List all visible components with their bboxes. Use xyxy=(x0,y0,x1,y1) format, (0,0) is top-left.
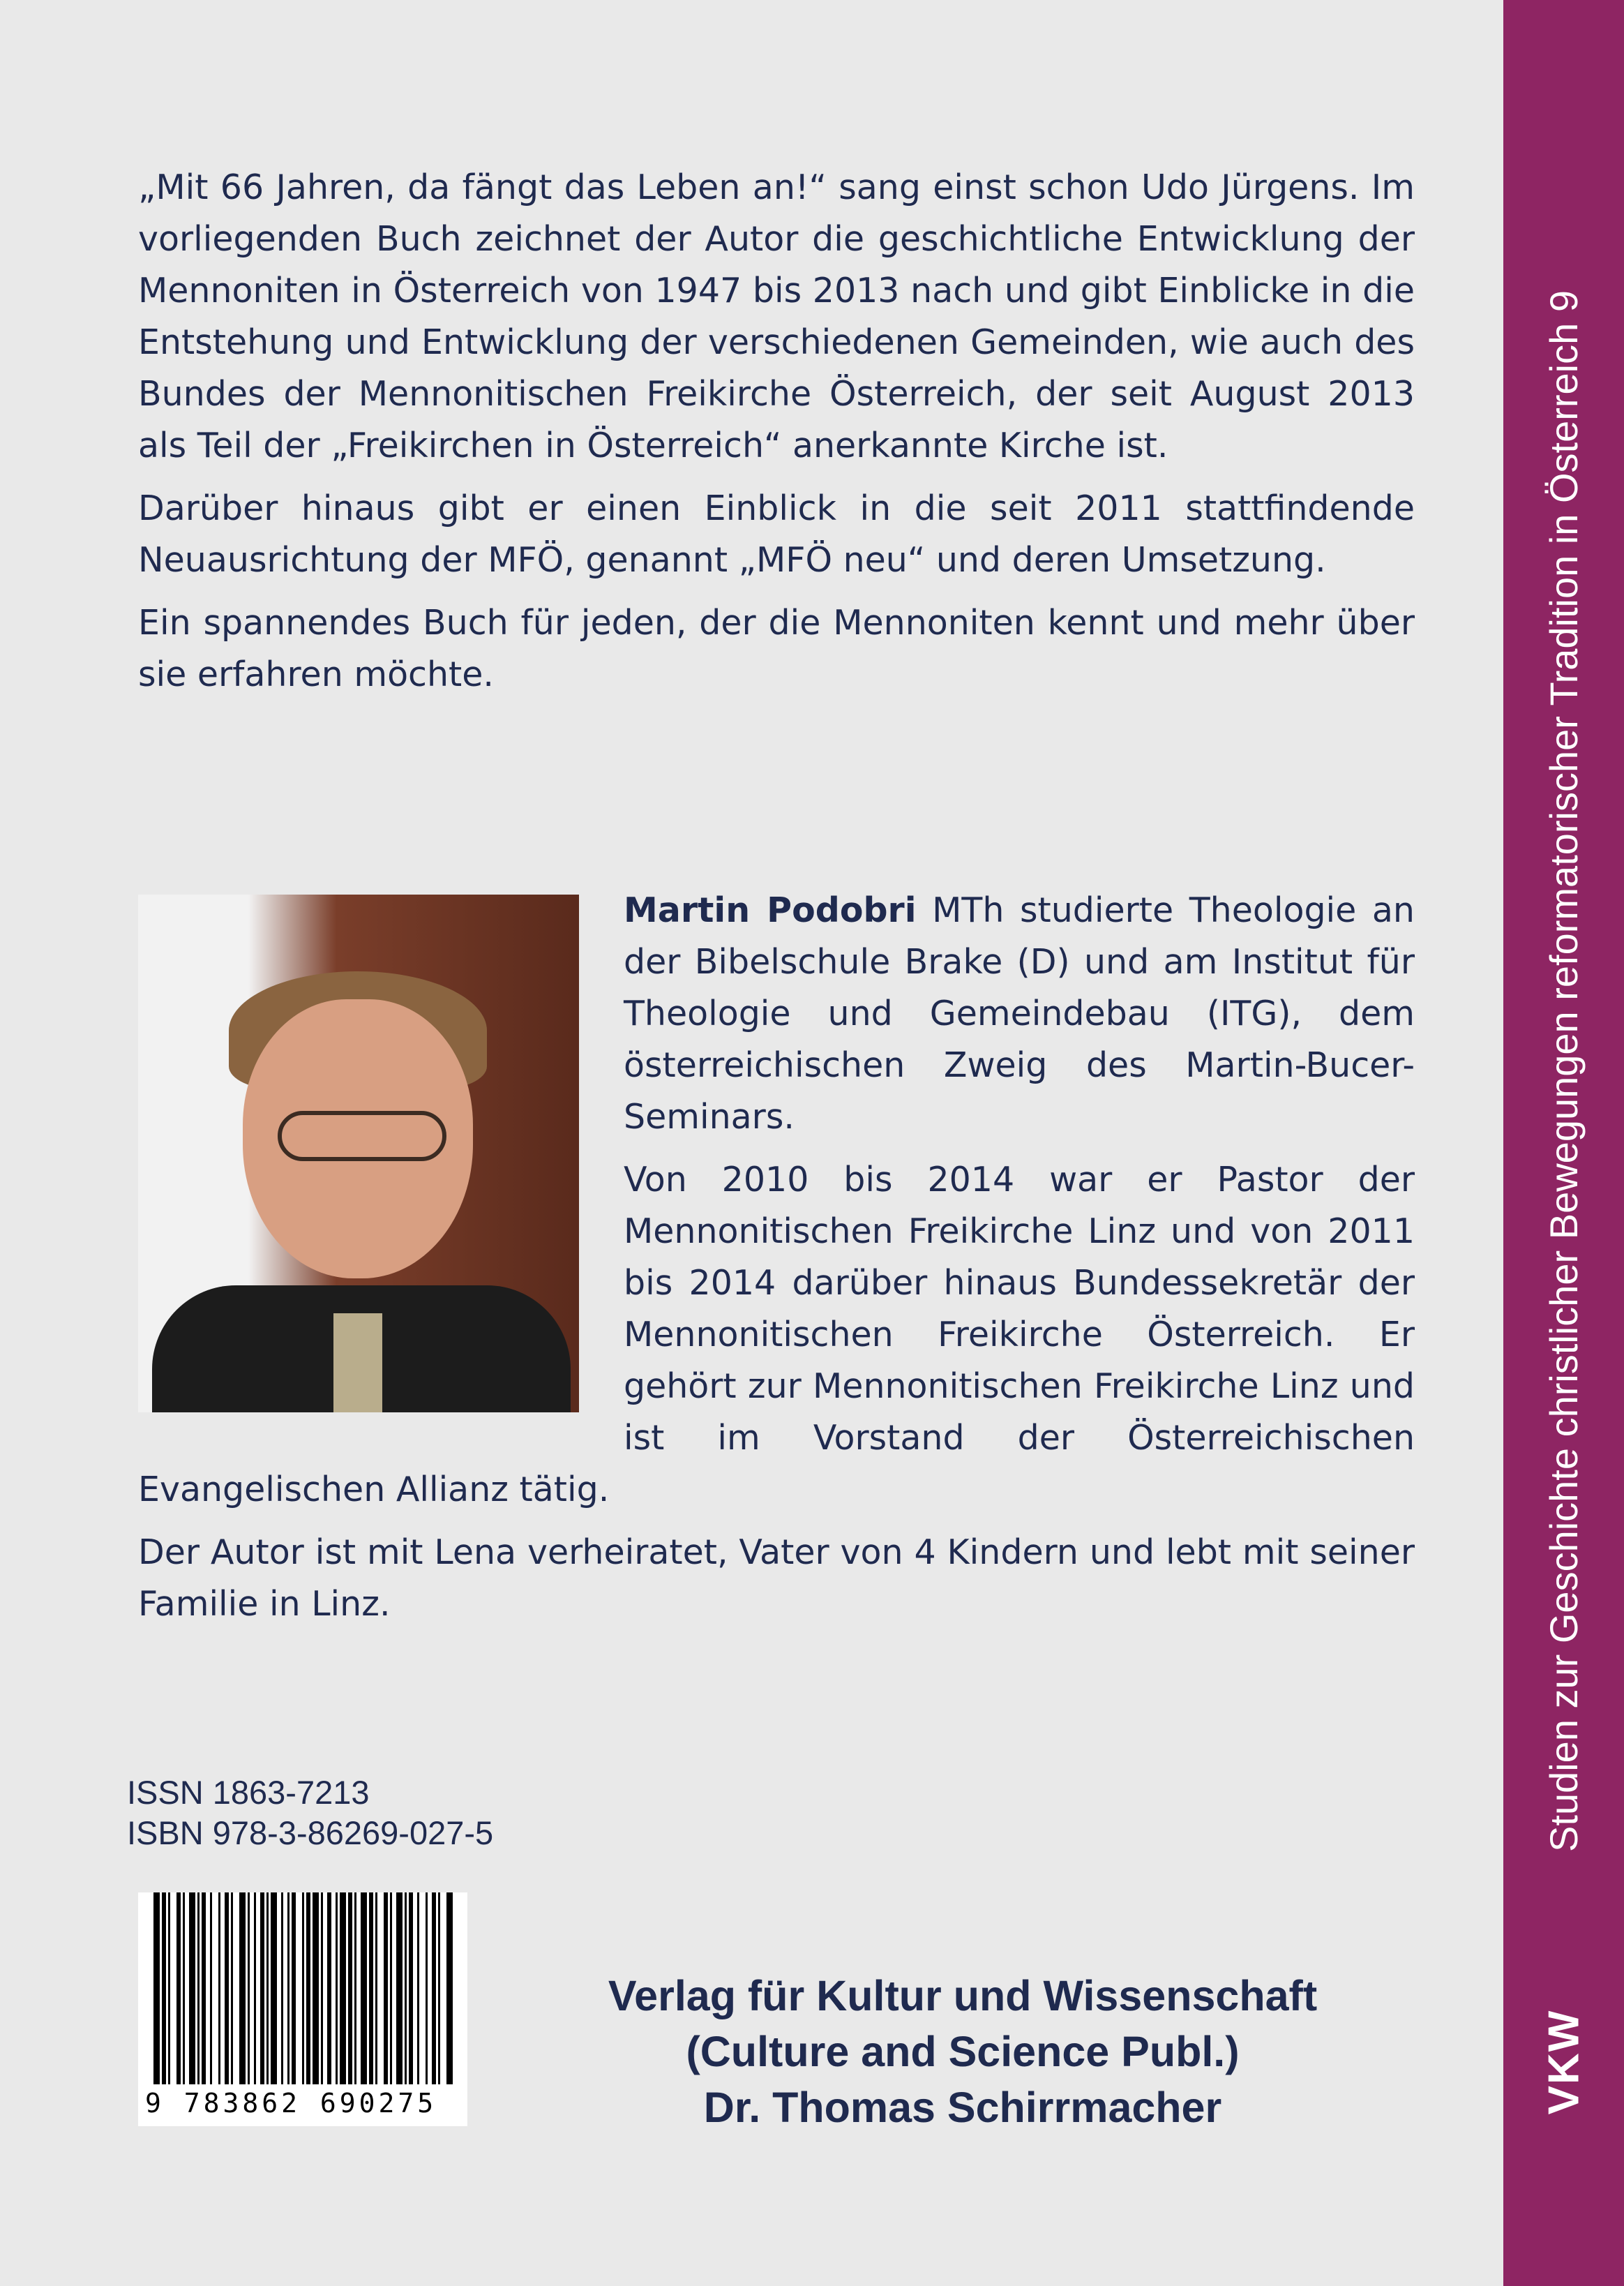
barcode-bar xyxy=(202,1892,206,2084)
blurb-paragraph-2: Darüber hinaus gibt er einen Einblick in die seit 2011 stattfindende Neuausrichtung der MFÖ, genannt „MFÖ neu“ und deren Umsetzung. xyxy=(138,488,1415,580)
barcode-bar xyxy=(176,1892,181,2084)
barcode-bar xyxy=(306,1892,310,2084)
barcode-bar xyxy=(162,1892,166,2084)
barcode-bar xyxy=(266,1892,269,2084)
barcode xyxy=(138,1892,467,2126)
barcode-bar xyxy=(231,1892,233,2084)
barcode-digits: 9 783862 690275 xyxy=(145,2088,437,2119)
publisher-english: (Culture and Science Publ.) xyxy=(686,2028,1240,2075)
barcode-bar xyxy=(313,1892,319,2084)
barcode-bar xyxy=(189,1892,195,2084)
publisher-name: Verlag für Kultur und Wissenschaft xyxy=(608,1972,1318,2019)
barcode-bar xyxy=(302,1892,304,2084)
spine-logo: VKW xyxy=(1540,2009,1588,2115)
author-name: Martin Podobri xyxy=(624,890,917,930)
barcode-bar xyxy=(281,1892,283,2084)
barcode-bar xyxy=(361,1892,367,2084)
barcode-bar xyxy=(340,1892,346,2084)
barcode-bar xyxy=(426,1892,428,2084)
blurb xyxy=(138,162,1415,712)
author-photo xyxy=(138,895,579,1412)
author-career: Von 2010 bis 2014 war er Pastor der Mennonitischen Freikirche Linz und von 2011 bis 2014 darüber hinaus Bundessekretär der Mennonitischen Freikirche Österreich. Er gehört zur Mennonitischen Freikirche Linz und ist im Vorstand der Österreichischen Evangelischen Allianz tätig. xyxy=(138,1160,1415,1509)
isbn: ISBN 978-3-86269-027-5 xyxy=(127,1814,494,1851)
author-bio xyxy=(138,885,1415,1641)
barcode-bar xyxy=(327,1892,331,2084)
barcode-bar xyxy=(287,1892,290,2084)
barcode-bar xyxy=(153,1892,160,2084)
barcode-bar xyxy=(446,1892,453,2084)
barcode-bar xyxy=(239,1892,246,2084)
barcode-bar xyxy=(321,1892,323,2084)
barcode-bar xyxy=(438,1892,440,2084)
publisher-editor: Dr. Thomas Schirrmacher xyxy=(703,2084,1222,2131)
barcode-bar xyxy=(271,1892,277,2084)
barcode-bar xyxy=(405,1892,407,2084)
publisher xyxy=(544,1968,1381,2135)
barcode-bar xyxy=(384,1892,388,2084)
barcode-bar xyxy=(417,1892,419,2084)
barcode-bar xyxy=(432,1892,436,2084)
identifier-codes xyxy=(127,1772,493,1853)
barcode-bar xyxy=(225,1892,229,2084)
barcode-bar xyxy=(390,1892,392,2084)
author-intro-text: MTh studierte Theologie an der Bibelschule Brake (D) und am Institut für Theologie und Gemeindebau (ITG), dem österreichischen Zweig des Martin-Bucer-Seminars. xyxy=(624,890,1415,1137)
barcode-bar xyxy=(369,1892,373,2084)
barcode-bar xyxy=(210,1892,212,2084)
barcode-bar xyxy=(354,1892,356,2084)
barcode-bar xyxy=(396,1892,403,2084)
barcode-bar xyxy=(197,1892,200,2084)
barcode-bar xyxy=(375,1892,377,2084)
barcode-bar xyxy=(292,1892,296,2084)
barcode-bar xyxy=(348,1892,352,2084)
barcode-bar xyxy=(336,1892,338,2084)
author-family: Der Autor ist mit Lena verheiratet, Vater von 4 Kindern und lebt mit seiner Familie in Linz. xyxy=(138,1532,1415,1624)
blurb-paragraph-1: „Mit 66 Jahren, da fängt das Leben an!“ sang einst schon Udo Jürgens. Im vorliegenden Buch zeichnet der Autor die geschichtliche Entwicklung der Mennoniten in Österreich von 1947 bis 2013 nach und gibt Einblicke in die Entstehung und Entwicklung der verschiedenen Gemeinden, wie auch des Bundes der Mennonitischen Freikirche Österreich, der seit August 2013 als Teil der „Freikirchen in Österreich“ anerkannte Kirche ist. xyxy=(138,167,1415,465)
barcode-bar xyxy=(254,1892,256,2084)
barcode-bar xyxy=(248,1892,250,2084)
issn: ISSN 1863-7213 xyxy=(127,1774,370,1811)
blurb-paragraph-3: Ein spannendes Buch für jeden, der die Mennoniten kennt und mehr über sie erfahren möchte. xyxy=(138,603,1415,694)
barcode-bar xyxy=(168,1892,170,2084)
barcode-bar xyxy=(183,1892,185,2084)
barcode-bar xyxy=(218,1892,220,2084)
barcode-bar xyxy=(260,1892,264,2084)
spine-series-title: Studien zur Geschichte christlicher Bewegungen reformatorischer Tradition in Österreich 9 xyxy=(1542,290,1586,1852)
barcode-bars xyxy=(138,1892,467,2088)
barcode-bar xyxy=(409,1892,413,2084)
